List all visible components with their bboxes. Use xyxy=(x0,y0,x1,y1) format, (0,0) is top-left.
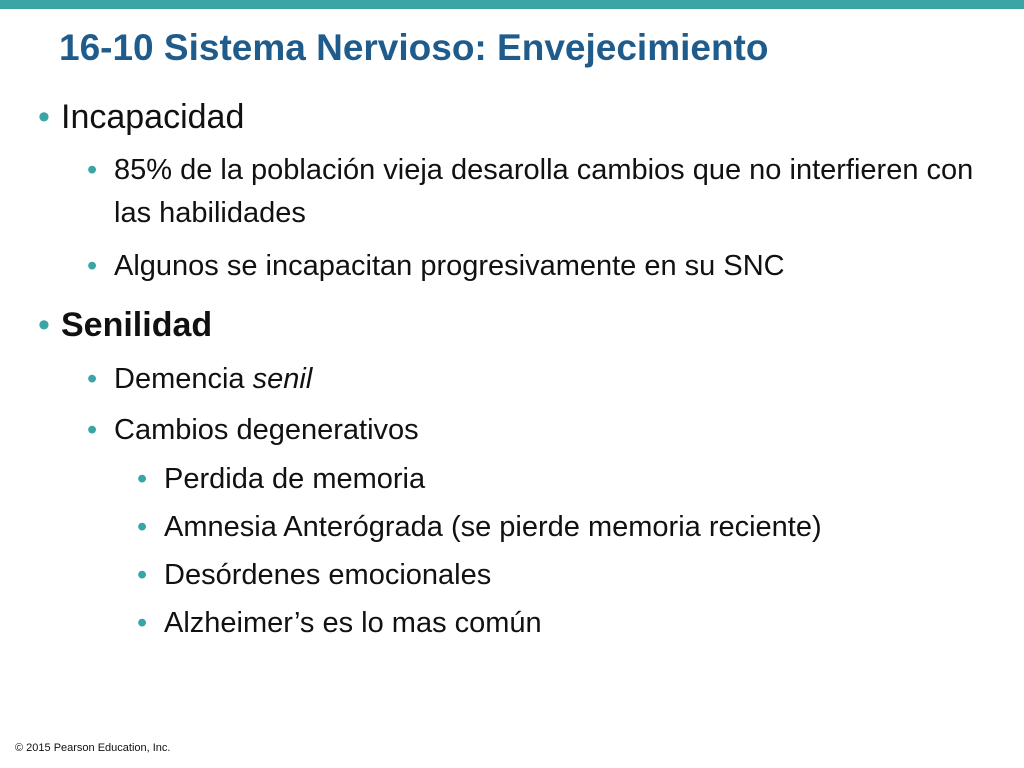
sub-bullet-item xyxy=(87,358,987,401)
bullet-icon: • xyxy=(87,154,98,186)
bullet-icon: • xyxy=(137,559,148,591)
bullet-icon: • xyxy=(137,607,148,639)
bullet-text: Algunos se incapacitan progresivamente en su SNC xyxy=(114,250,785,282)
sub-sub-bullet-item xyxy=(137,506,997,549)
bullet-text: Amnesia Anterógrada (se pierde memoria reciente) xyxy=(164,511,822,543)
bullet-text: Alzheimer’s es lo mas común xyxy=(164,607,542,639)
bullet-icon: • xyxy=(87,363,98,395)
top-accent-bar xyxy=(0,0,1024,9)
slide-title: 16-10 Sistema Nervioso: Envejecimiento xyxy=(59,27,769,68)
bullet-icon: • xyxy=(137,511,148,543)
sub-bullet-item xyxy=(87,149,987,235)
bullet-icon: • xyxy=(38,306,50,344)
copyright-notice: © 2015 Pearson Education, Inc. xyxy=(15,742,171,754)
sub-sub-bullet-item xyxy=(137,554,997,597)
bullet-icon: • xyxy=(137,463,148,495)
bullet-label: Incapacidad xyxy=(61,98,245,136)
bullet-text: Perdida de memoria xyxy=(164,463,426,495)
bullet-text: Cambios degenerativos xyxy=(114,414,419,446)
sub-sub-bullet-item xyxy=(137,458,997,501)
bullet-text-emphasis: senil xyxy=(252,363,313,395)
bullet-icon: • xyxy=(87,414,98,446)
bullet-label: Senilidad xyxy=(61,306,213,344)
bullet-item-senilidad xyxy=(38,303,978,347)
sub-bullet-item xyxy=(87,409,987,452)
bullet-icon: • xyxy=(87,250,98,282)
bullet-item-incapacidad xyxy=(38,95,978,139)
bullet-icon: • xyxy=(38,98,50,136)
sub-bullet-item xyxy=(87,245,987,288)
bullet-text: Desórdenes emocionales xyxy=(164,559,492,591)
bullet-text xyxy=(114,358,987,401)
bullet-text: 85% de la población vieja desarolla cambios que no interfieren con las habilidades xyxy=(114,154,974,229)
sub-sub-bullet-item xyxy=(137,602,997,645)
bullet-text-plain: Demencia xyxy=(114,363,253,395)
